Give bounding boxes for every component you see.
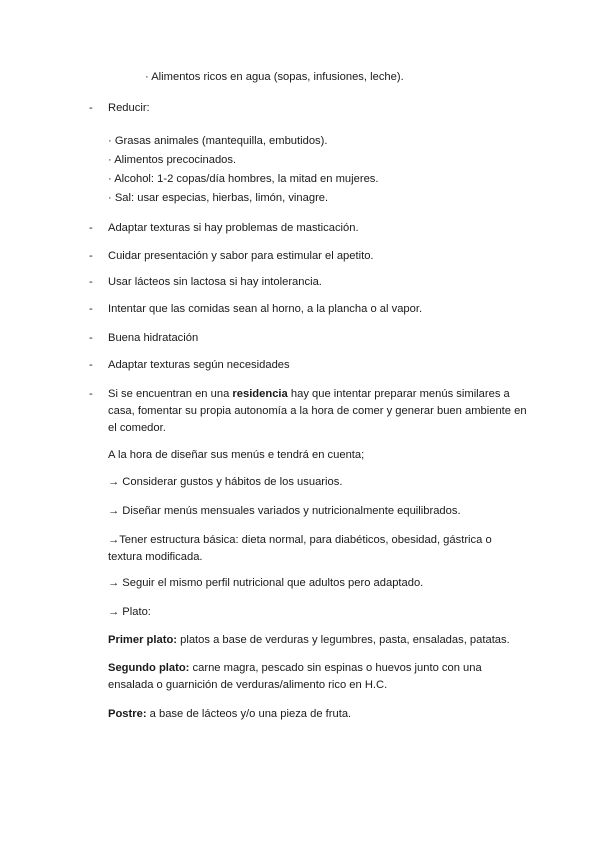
- plato-text: a base de lácteos y/o una pieza de fruta.: [146, 708, 352, 720]
- reducir-item: · Grasas animales (mantequilla, embutidos).: [108, 135, 328, 147]
- bullet-text: Usar lácteos sin lactosa si hay intolerancia.: [108, 276, 322, 288]
- bullet-text: Intentar que las comidas sean al horno, a la plancha o al vapor.: [108, 303, 423, 315]
- plato-text: platos a base de verduras y legumbres, pasta, ensaladas, patatas.: [177, 634, 510, 646]
- bullet-dash: -: [89, 359, 93, 371]
- arrow-item: → Seguir el mismo perfil nutricional que adultos pero adaptado.: [108, 577, 424, 589]
- list-item-water-foods: · Alimentos ricos en agua (sopas, infusiones, leche).: [145, 71, 404, 83]
- reducir-item: · Alimentos precocinados.: [108, 154, 237, 166]
- bullet-dash: -: [89, 303, 93, 315]
- bullet-text: Buena hidratación: [108, 332, 199, 344]
- arrow-item: →Tener estructura básica: dieta normal, para diabéticos, obesidad, gástrica o textura modificada.: [108, 534, 492, 563]
- bullet-dash: -: [89, 222, 93, 234]
- bullet-dash: -: [89, 250, 93, 262]
- bullet-text: Cuidar presentación y sabor para estimular el apetito.: [108, 250, 374, 262]
- reducir-label: Reducir:: [108, 102, 150, 114]
- plato-label: Segundo plato:: [108, 662, 190, 674]
- arrow-item: → Considerar gustos y hábitos de los usuarios.: [108, 476, 343, 488]
- plato-label: Postre:: [108, 708, 147, 720]
- reducir-item: · Alcohol: 1-2 copas/día hombres, la mitad en mujeres.: [108, 173, 379, 185]
- bullet-text: Adaptar texturas si hay problemas de masticación.: [108, 222, 359, 234]
- bullet-dash: -: [89, 332, 93, 344]
- residencia-text-before: Si se encuentran en una: [108, 388, 233, 400]
- arrow-item: → Diseñar menús mensuales variados y nutricionalmente equilibrados.: [108, 505, 461, 517]
- plato-primer: [108, 632, 510, 649]
- menus-intro: A la hora de diseñar sus menús e tendrá en cuenta;: [108, 449, 365, 461]
- bullet-dash: -: [89, 276, 93, 288]
- residencia-text-after: hay que intentar preparar menús similares a casa, fomentar su propia autonomía a la hora de comer y generar buen ambiente en el comedor.: [108, 388, 527, 434]
- bullet-dash: -: [89, 102, 93, 114]
- plato-label: Primer plato:: [108, 634, 178, 646]
- arrow-item: → Plato:: [108, 606, 151, 618]
- plato-postre: [108, 706, 351, 723]
- bullet-dash: -: [89, 388, 93, 400]
- reducir-item: · Sal: usar especias, hierbas, limón, vinagre.: [108, 192, 329, 204]
- residencia-paragraph: [108, 386, 528, 437]
- residencia-bold: residencia: [232, 388, 288, 400]
- plato-text: carne magra, pescado sin espinas o huevos junto con una ensalada o guarnición de verduras/alimento rico en H.C.: [108, 662, 482, 691]
- bullet-text: Adaptar texturas según necesidades: [108, 359, 290, 371]
- plato-segundo: [108, 660, 528, 694]
